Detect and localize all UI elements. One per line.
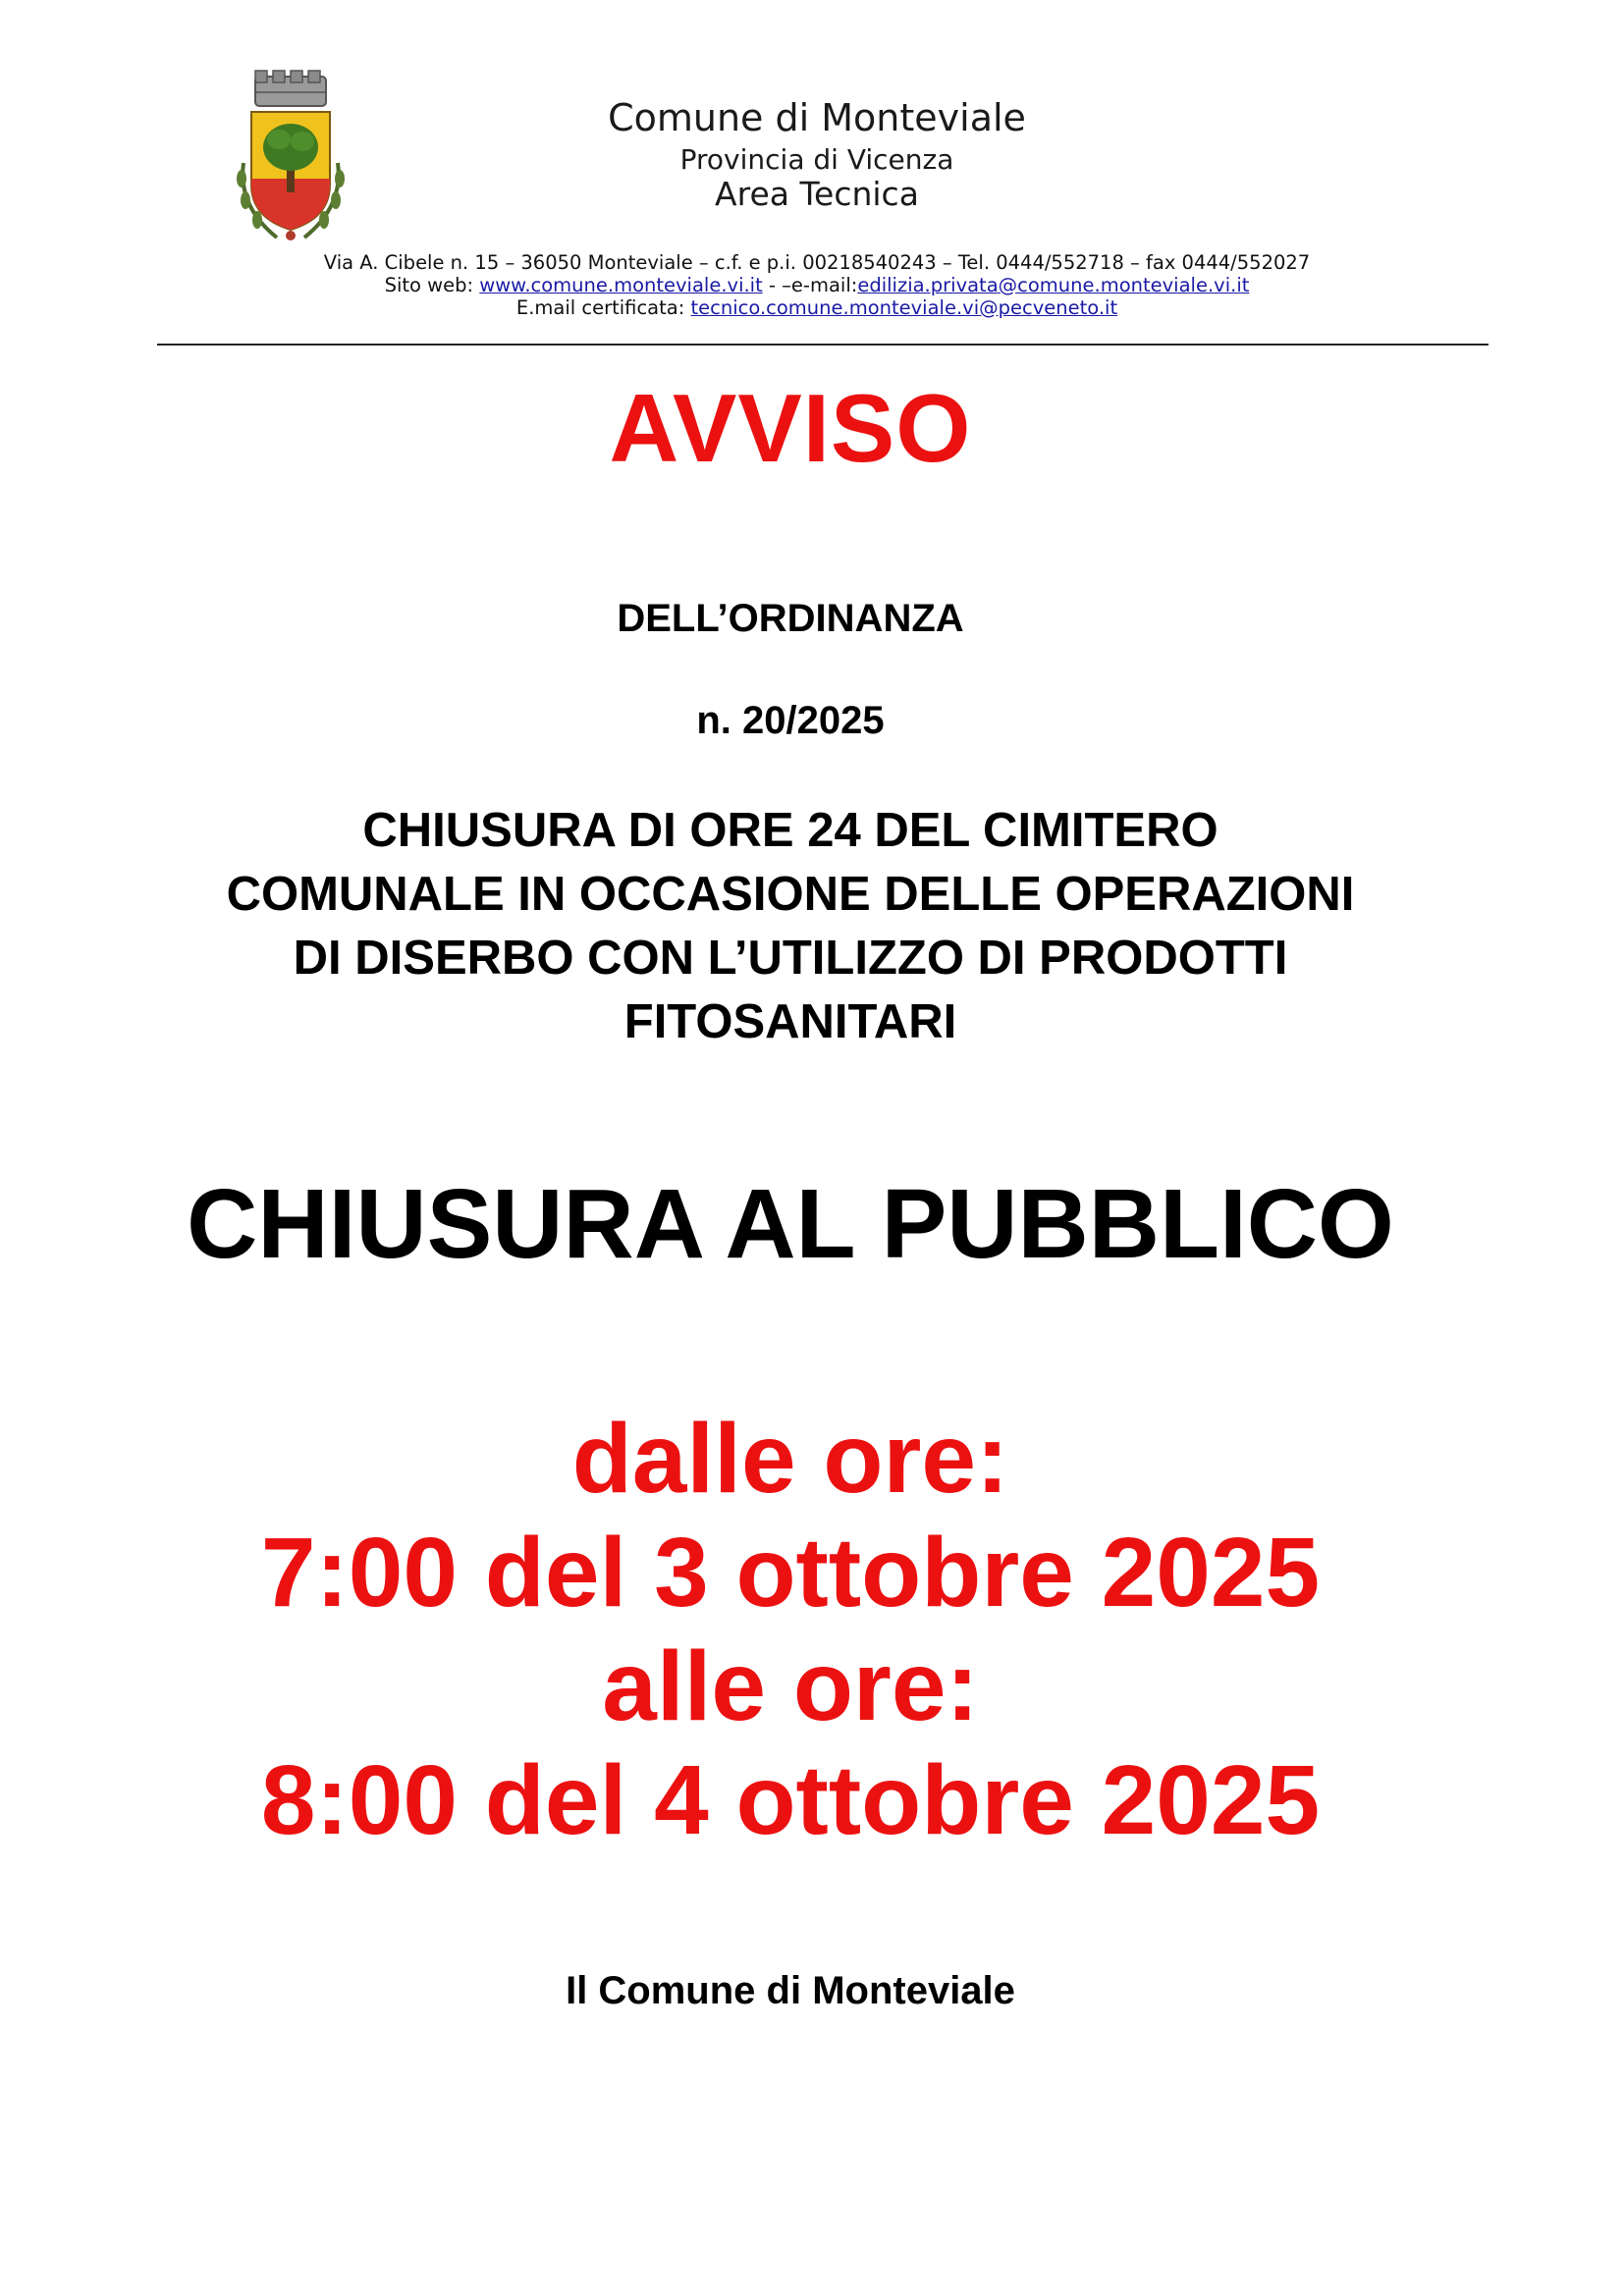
to-label: alle ore:	[602, 1631, 979, 1741]
pec-label: E.mail certificata:	[515, 296, 691, 319]
from-label: dalle ore:	[571, 1404, 1009, 1514]
web-label: Sito web:	[384, 274, 480, 296]
subject-line: FITOSANITARI	[623, 995, 957, 1048]
signature: Il Comune di Monteviale	[566, 1969, 1015, 2012]
ordinance-label: DELL’ORDINANZA	[617, 597, 964, 640]
closure-period	[0, 1402, 1581, 1857]
subject-line: DI DISERBO CON L’UTILIZZO DI PRODOTTI	[293, 932, 1288, 985]
municipality-name: Comune di Monteviale	[608, 96, 1026, 139]
ordinance-number: n. 20/2025	[696, 699, 885, 742]
website-link[interactable]: www.comune.monteviale.vi.it	[479, 274, 763, 296]
pec-email-link[interactable]: tecnico.comune.monteviale.vi@pecveneto.it	[690, 296, 1118, 319]
subject-line: CHIUSURA DI ORE 24 DEL CIMITERO	[362, 804, 1218, 857]
subject-line: COMUNALE IN OCCASIONE DELLE OPERAZIONI	[226, 868, 1355, 921]
email-link[interactable]: edilizia.privata@comune.monteviale.vi.it	[857, 274, 1250, 296]
notice-title: AVVISO	[609, 374, 972, 482]
header-divider	[157, 344, 1489, 346]
from-datetime: 7:00 del 3 ottobre 2025	[260, 1518, 1321, 1628]
address-line: Via A. Cibele n. 15 – 36050 Monteviale – c.f. e p.i. 00218540243 – Tel. 0444/552718 – fax 0444/552027	[323, 251, 1311, 274]
department-name: Area Tecnica	[715, 175, 919, 213]
ordinance-subject	[118, 799, 1463, 1054]
province-name: Provincia di Vicenza	[679, 143, 954, 176]
contact-line-web-email	[0, 274, 1624, 296]
closure-heading: CHIUSURA AL PUBBLICO	[187, 1169, 1394, 1279]
email-separator: - –e-mail:	[762, 274, 858, 296]
to-datetime: 8:00 del 4 ottobre 2025	[260, 1745, 1321, 1855]
contact-line-pec	[0, 296, 1624, 319]
